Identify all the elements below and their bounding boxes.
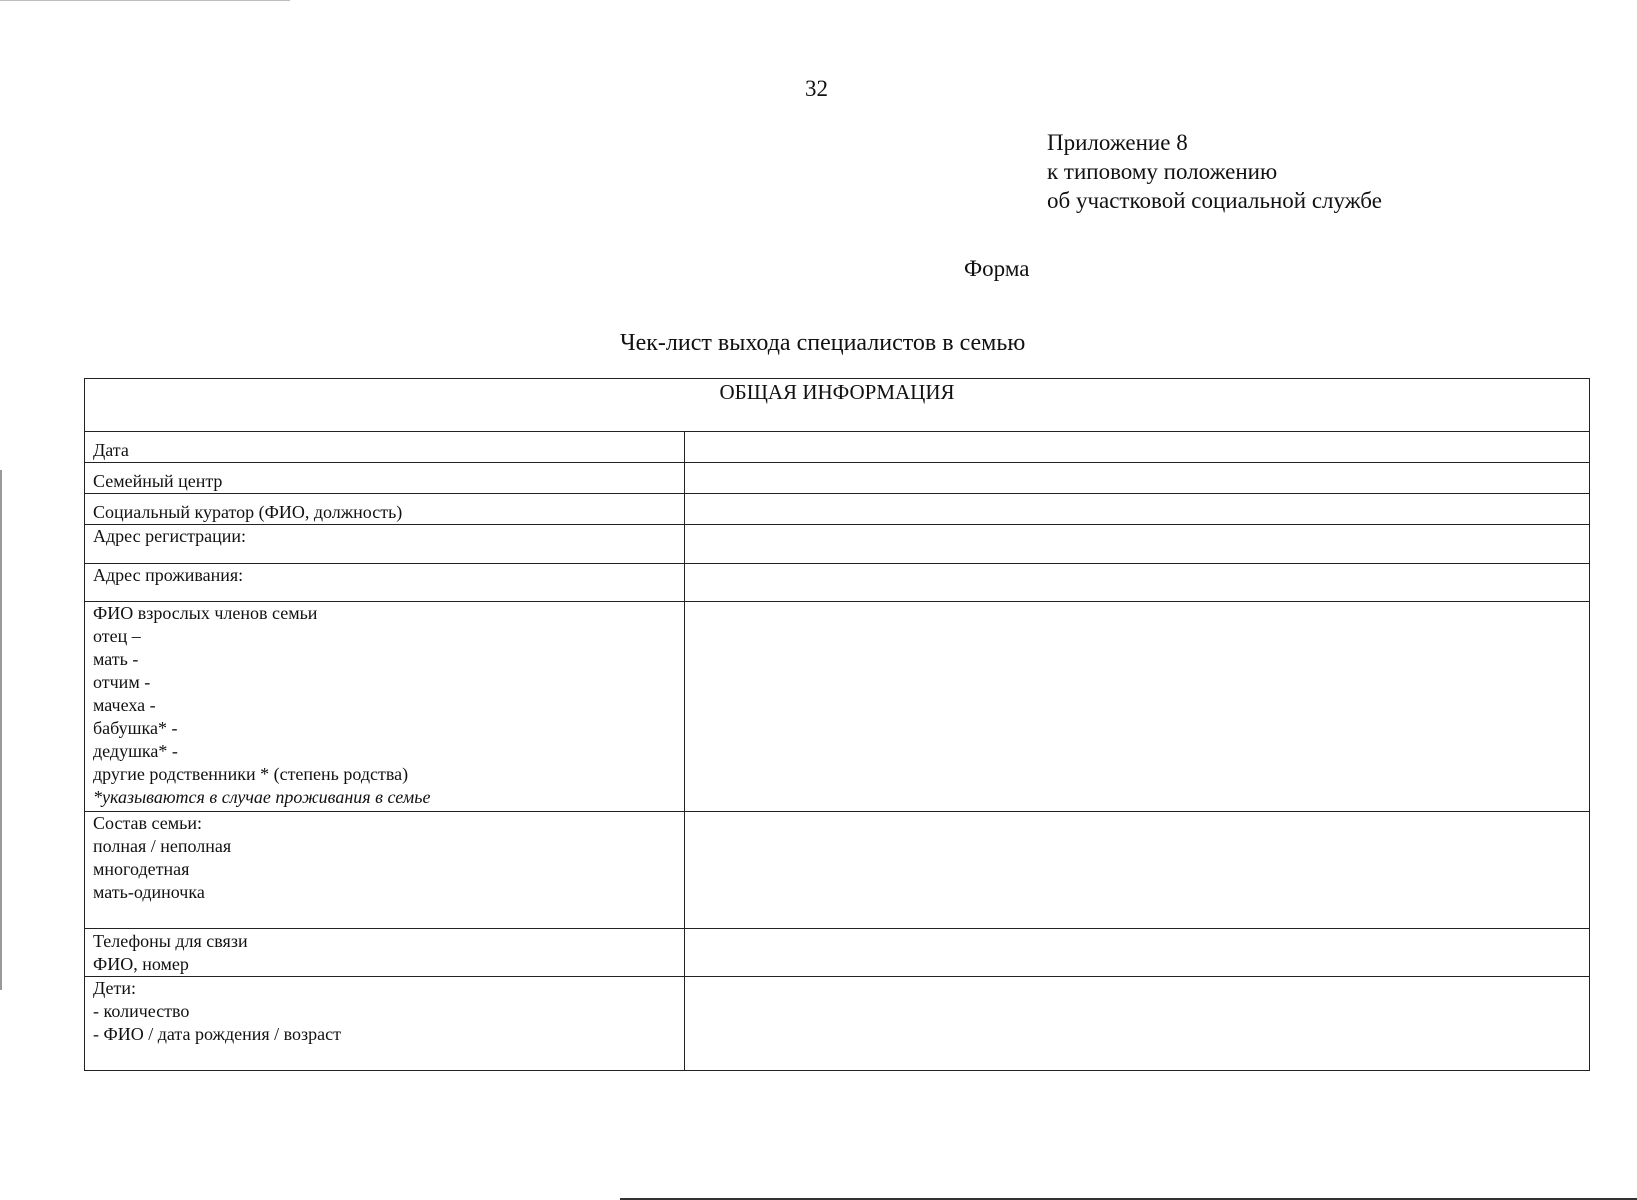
document-title: Чек-лист выхода специалистов в семью xyxy=(620,330,1026,356)
table-row-composition xyxy=(85,812,1590,929)
children-cell xyxy=(85,977,685,1071)
children-count: - количество xyxy=(93,1001,190,1021)
table-row-children xyxy=(85,977,1590,1071)
page-number: 32 xyxy=(805,76,828,101)
table-row-family-center xyxy=(85,463,1590,494)
registration-address-label: Адрес регистрации: xyxy=(85,525,685,564)
living-address-label: Адрес проживания: xyxy=(85,564,685,602)
checklist-table xyxy=(84,378,1590,1071)
table-row-adults xyxy=(85,602,1590,812)
adults-other-relatives: другие родственники * (степень родства) xyxy=(93,764,409,784)
appendix-reference xyxy=(1047,128,1382,215)
composition-large-family: многодетная xyxy=(93,859,190,879)
family-center-label: Семейный центр xyxy=(85,463,685,494)
form-label: Форма xyxy=(964,256,1030,281)
phones-fio-number: ФИО, номер xyxy=(93,954,189,974)
composition-value[interactable] xyxy=(685,812,1590,929)
children-details: - ФИО / дата рождения / возраст xyxy=(93,1024,341,1044)
phones-title: Телефоны для связи xyxy=(93,931,248,951)
composition-single-mother: мать-одиночка xyxy=(93,882,205,902)
family-center-value[interactable] xyxy=(685,463,1590,494)
adults-cell xyxy=(85,602,685,812)
composition-full-incomplete: полная / неполная xyxy=(93,836,232,856)
children-value[interactable] xyxy=(685,977,1590,1071)
adults-mother: мать - xyxy=(93,649,139,669)
adults-title: ФИО взрослых членов семьи xyxy=(93,603,318,623)
table-header-row xyxy=(85,379,1590,432)
table-row-living-address xyxy=(85,564,1590,602)
table-row-phones xyxy=(85,929,1590,977)
phones-value[interactable] xyxy=(685,929,1590,977)
appendix-line-1: Приложение 8 xyxy=(1047,130,1188,155)
scan-edge-top xyxy=(0,0,290,1)
table-row-registration-address xyxy=(85,525,1590,564)
adults-value[interactable] xyxy=(685,602,1590,812)
living-address-value[interactable] xyxy=(685,564,1590,602)
appendix-line-3: об участковой социальной службе xyxy=(1047,188,1382,213)
adults-grandfather: дедушка* - xyxy=(93,741,178,761)
table-row-curator xyxy=(85,494,1590,525)
composition-cell xyxy=(85,812,685,929)
curator-value[interactable] xyxy=(685,494,1590,525)
adults-stepmother: мачеха - xyxy=(93,695,156,715)
table-row-date xyxy=(85,432,1590,463)
composition-title: Состав семьи: xyxy=(93,813,202,833)
adults-grandmother: бабушка* - xyxy=(93,718,178,738)
appendix-line-2: к типовому положению xyxy=(1047,159,1278,184)
registration-address-value[interactable] xyxy=(685,525,1590,564)
children-title: Дети: xyxy=(93,978,136,998)
adults-note: *указываются в случае проживания в семье xyxy=(93,787,431,807)
date-value[interactable] xyxy=(685,432,1590,463)
curator-label: Социальный куратор (ФИО, должность) xyxy=(85,494,685,525)
adults-stepfather: отчим - xyxy=(93,672,151,692)
date-label: Дата xyxy=(85,432,685,463)
phones-cell xyxy=(85,929,685,977)
adults-father: отец – xyxy=(93,626,141,646)
scan-edge-left xyxy=(0,470,2,990)
general-info-header: ОБЩАЯ ИНФОРМАЦИЯ xyxy=(85,379,1590,432)
